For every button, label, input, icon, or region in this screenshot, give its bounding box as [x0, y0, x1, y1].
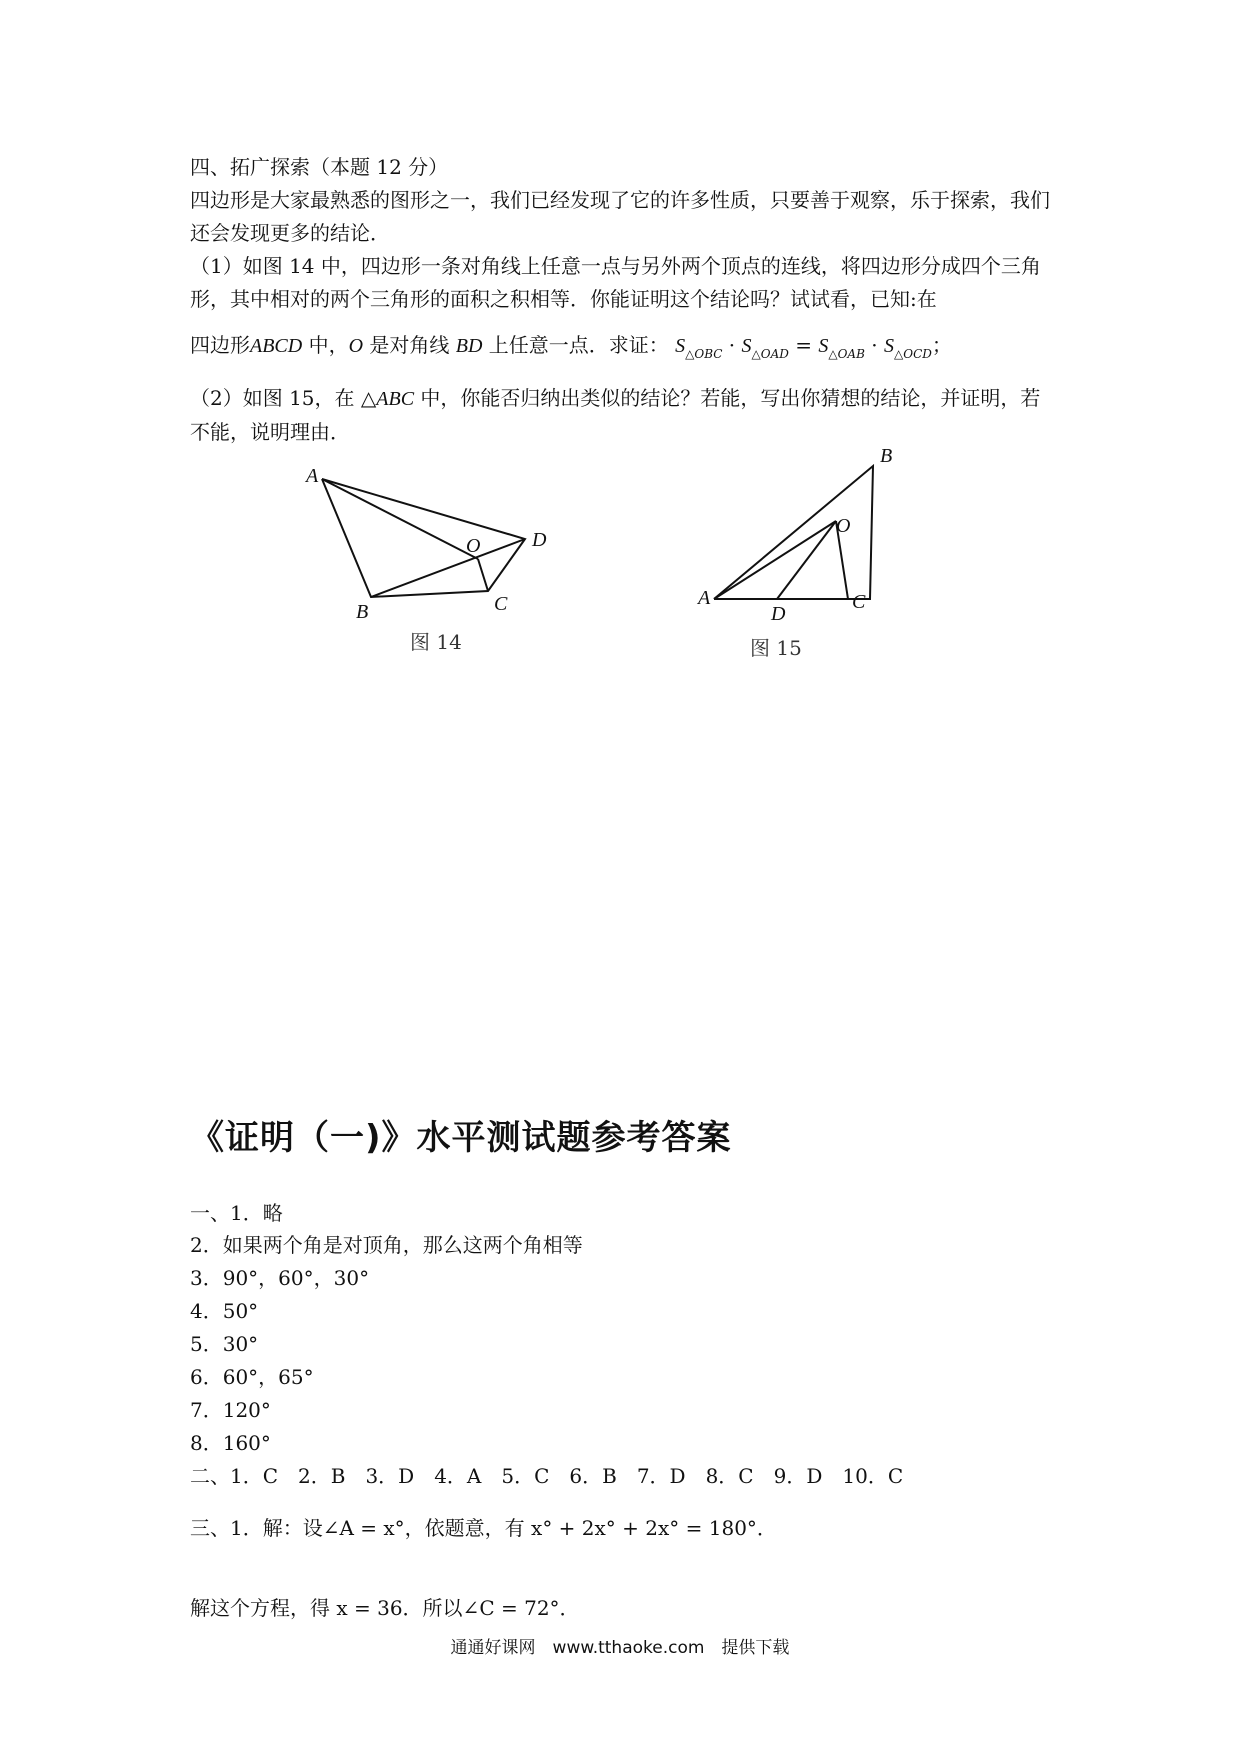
figure-15-diagram: [690, 440, 910, 620]
solution-line-1: 三、1．解：设∠A = x°，依题意，有 x° + 2x° + 2x° = 180°．: [190, 1516, 777, 1540]
answer-line: 2．如果两个角是对顶角，那么这两个角相等: [190, 1233, 583, 1257]
op-1: ·: [728, 333, 736, 357]
area-s2: S: [741, 335, 752, 357]
diagonal-bd-line: [371, 539, 525, 597]
figure-14-caption: 图 14: [410, 630, 462, 654]
area-s4-sub: △OCD: [894, 347, 932, 361]
area-s3: S: [818, 335, 829, 357]
area-s2-sub: △OAD: [751, 347, 789, 361]
triangle-abc: ABC: [376, 388, 415, 410]
question-1-text: （1）如图 14 中，四边形一条对角线上任意一点与另外两个顶点的连线，将四边形分成四个三角形，其中相对的两个三角形的面积之积相等．你能证明这个结论吗？试试看，已知:在: [190, 254, 1041, 311]
label-o: O: [466, 535, 481, 557]
q1-prefix: 四边形: [190, 333, 250, 357]
answer-line: 5．30°: [190, 1332, 259, 1356]
quad-outline: [322, 479, 525, 597]
op-3: ·: [871, 333, 878, 357]
q2-prefix: （2）如图 15，在 △: [190, 386, 377, 410]
diagonal-bd: BD: [455, 335, 483, 357]
answer-line: 4．50°: [190, 1299, 259, 1323]
q1-mid1: 中，: [302, 333, 349, 357]
label-d: D: [532, 529, 547, 551]
q1-end: ；: [931, 333, 952, 357]
answer-line: 一、1．略: [190, 1201, 283, 1225]
segment-do: [777, 521, 836, 599]
area-s1: S: [675, 335, 686, 357]
answer-line: 二、1．C 2．B 3．D 4．A 5．C 6．B 7．D 8．C 9．D 10．C: [190, 1464, 904, 1488]
figure-15-caption: 图 15: [750, 636, 802, 660]
question-2-text: [190, 382, 1060, 449]
op-2: =: [795, 333, 812, 357]
answer-line: 3．90°，60°，30°: [190, 1266, 370, 1290]
label-b: B: [880, 445, 893, 467]
label-a: A: [698, 587, 711, 609]
label-a: A: [306, 465, 319, 487]
figure-14-diagram: [300, 460, 560, 620]
point-o: O: [348, 335, 364, 357]
intro-paragraph: 四边形是大家最熟悉的图形之一，我们已经发现了它的许多性质，只要善于观察，乐于探索，我们还会发现更多的结论．: [190, 188, 1050, 245]
area-s1-sub: △OBC: [685, 347, 723, 361]
answer-line: 7．120°: [190, 1398, 271, 1422]
area-s3-sub: △OAB: [828, 347, 865, 361]
label-c: C: [852, 591, 866, 613]
quad-name: ABCD: [250, 335, 303, 357]
label-c: C: [494, 593, 508, 615]
segment-ao: [714, 521, 836, 599]
q2-rest: 中，你能否归纳出类似的结论？若能，写出你猜想的结论，并证明，若不能，说明理由．: [190, 386, 1041, 444]
page-footer: 通通好课网 www.tthaoke.com 提供下载: [450, 1638, 790, 1658]
q1-mid3: 上任意一点．求证：: [482, 333, 669, 357]
label-d: D: [771, 603, 786, 620]
label-o: O: [836, 515, 851, 537]
answer-line: 6．60°，65°: [190, 1365, 314, 1389]
q1-mid2: 是对角线: [363, 333, 456, 357]
solution-line-2: 解这个方程，得 x = 36．所以∠C = 72°．: [190, 1596, 580, 1620]
question-1-statement: [190, 330, 952, 369]
answers-title: 《证明（一)》水平测试题参考答案: [190, 1118, 732, 1158]
area-s4: S: [884, 335, 894, 357]
segment-oc: [478, 559, 488, 591]
label-b: B: [356, 601, 369, 620]
section-heading: 四、拓广探索（本题 12 分）: [190, 155, 449, 179]
answer-line: 8．160°: [190, 1431, 271, 1455]
